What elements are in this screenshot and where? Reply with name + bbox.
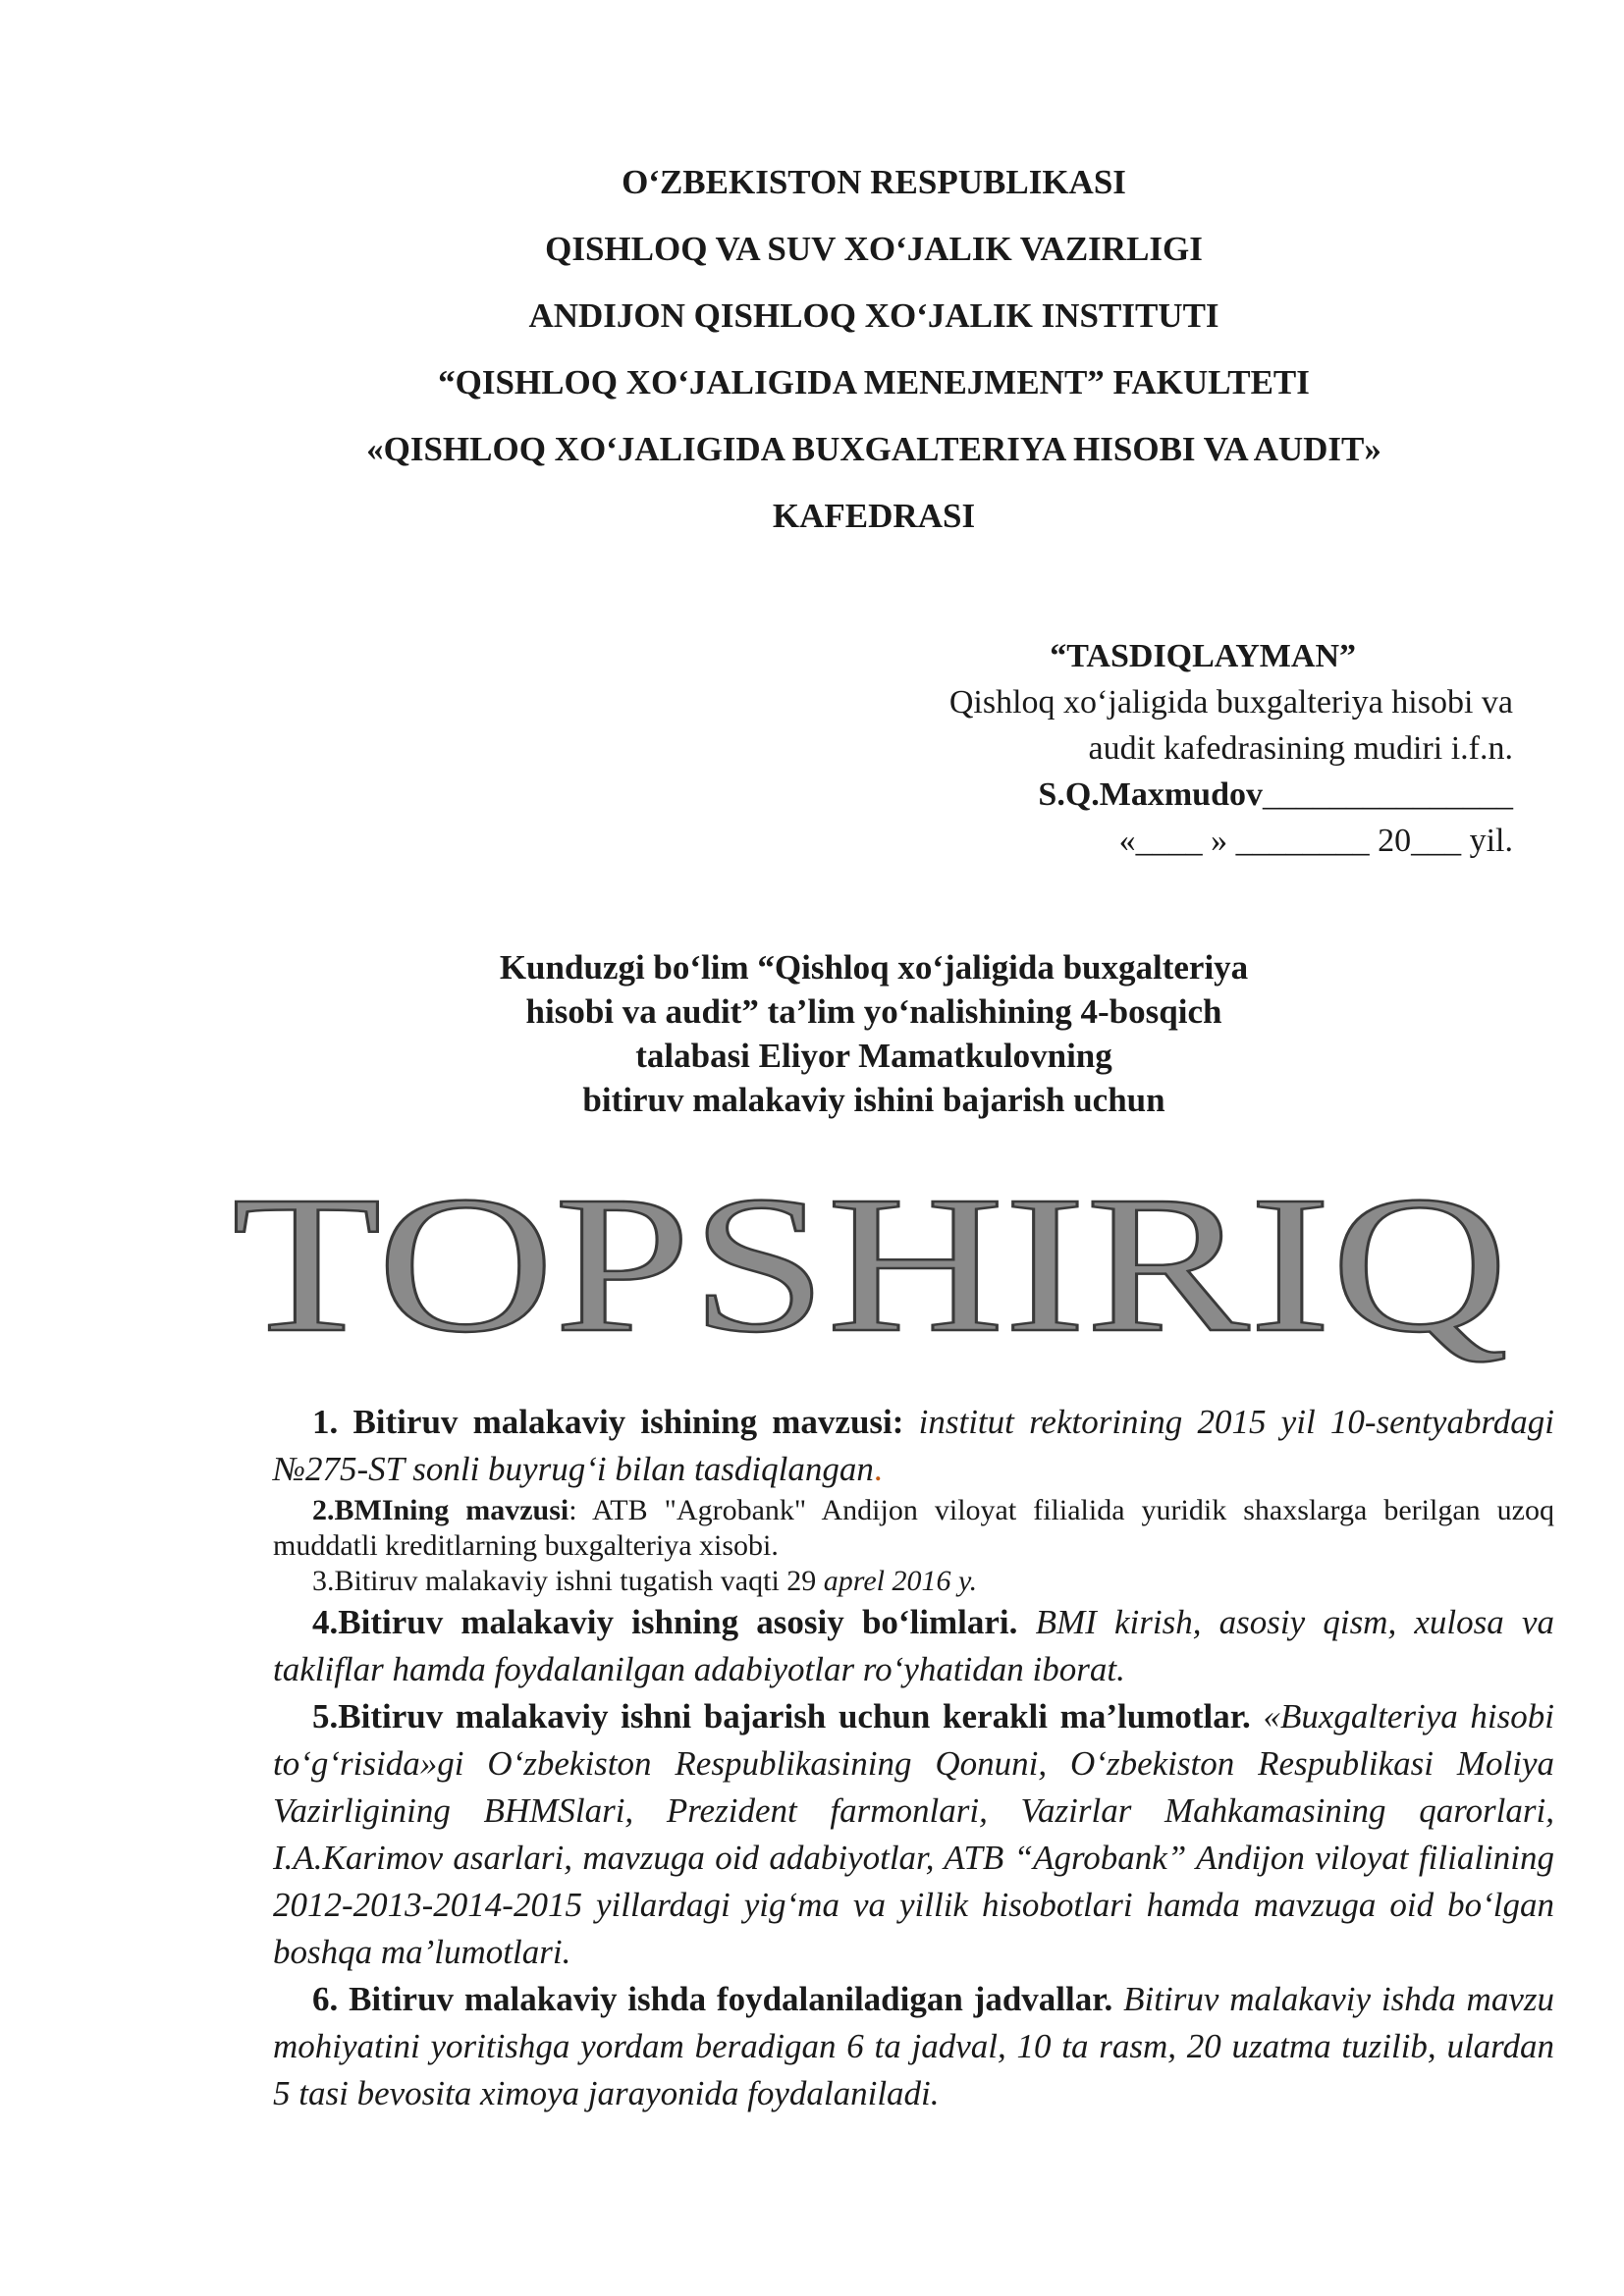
assignment-items bbox=[273, 1399, 1554, 2117]
item-6 bbox=[273, 1976, 1554, 2117]
approval-line: audit kafedrasining mudiri i.f.n. bbox=[1088, 730, 1513, 767]
item-3 bbox=[273, 1564, 1554, 1599]
item-5-text: «Buxgalteriya hisobi to‘g‘risida»gi O‘zbekiston Respublikasining Qonuni, O‘zbekiston Respublikasi Moliya Vazirligining BHMSlari, Prezident farmonlari, Vazirlar Mahkamasining qarorlari, I.A.Karimov asarlari, mavzuga oid adabiyotlar, ATB “Agrobank” Andijon viloyat filialining 2012-2013-2014-2015 yillardagi yig‘ma va yillik hisobotlari hamda mavzuga oid bo‘lgan boshqa ma’lumotlari. bbox=[273, 1697, 1554, 1971]
approval-date: «____ » ________ 20___ yil. bbox=[1118, 823, 1513, 859]
item-1 bbox=[273, 1399, 1554, 1493]
item-5 bbox=[273, 1693, 1554, 1976]
item-6-label: 6. Bitiruv malakaviy ishda foydalaniladigan jadvallar. bbox=[312, 1980, 1113, 2018]
topshiriq-title bbox=[232, 1183, 1508, 1364]
header-line: QISHLOQ VA SUV XO‘JALIK VAZIRLIGI bbox=[545, 230, 1203, 268]
item-2 bbox=[273, 1493, 1554, 1564]
approver-signature-line bbox=[949, 772, 1513, 818]
intro-line: talabasi Eliyor Mamatkulovning bbox=[635, 1037, 1112, 1075]
assignment-intro bbox=[0, 945, 1624, 1122]
item-1-label: 1. Bitiruv malakaviy ishining mavzusi: bbox=[312, 1403, 904, 1441]
header-line: KAFEDRASI bbox=[772, 497, 976, 535]
header-line: O‘ZBEKISTON RESPUBLIKASI bbox=[622, 163, 1126, 201]
approval-block bbox=[949, 633, 1513, 864]
item-4 bbox=[273, 1599, 1554, 1693]
item-6-text: Bitiruv malakaviy ishda mavzu mohiyatini yoritishga yordam beradigan 6 ta jadval, 10 ta rasm, 20 uzatma tuzilib, ulardan 5 tasi bevosita ximoya jarayonida foydalaniladi. bbox=[273, 1980, 1554, 2112]
header-line: “QISHLOQ XO‘JALIGIDA MENEJMENT” FAKULTETI bbox=[438, 363, 1310, 401]
header-line: ANDIJON QISHLOQ XO‘JALIK INSTITUTI bbox=[528, 296, 1219, 335]
topshiriq-title-text: TOPSHIRIQ bbox=[232, 1183, 1508, 1364]
item-3-text: 3.Bitiruv malakaviy ishni tugatish vaqti 29 bbox=[312, 1565, 824, 1597]
item-5-label: 5.Bitiruv malakaviy ishni bajarish uchun kerakli ma’lumotlar. bbox=[312, 1697, 1251, 1735]
approver-name: S.Q.Maxmudov bbox=[1038, 776, 1263, 813]
item-4-text: BMI kirish, asosiy qism, xulosa va takliflar hamda foydalanilgan adabiyotlar ro‘yhatidan iborat. bbox=[273, 1603, 1555, 1688]
header-line: «QISHLOQ XO‘JALIGIDA BUXGALTERIYA HISOBI VA AUDIT» bbox=[366, 430, 1381, 468]
signature-blank: _______________ bbox=[1263, 776, 1513, 813]
item-3-date: aprel 2016 y. bbox=[823, 1565, 978, 1597]
item-1-end: . bbox=[873, 1450, 883, 1488]
item-2-text: : ATB "Agrobank" Andijon viloyat filialida yuridik shaxslarga berilgan uzoq muddatli kreditlarning buxgalteriya xisobi. bbox=[273, 1494, 1554, 1562]
approval-title: “TASDIQLAYMAN” bbox=[1050, 638, 1356, 674]
institution-header bbox=[0, 149, 1624, 550]
approval-line: Qishloq xo‘jaligida buxgalteriya hisobi va bbox=[948, 684, 1513, 721]
item-1-text: institut rektorining 2015 yil 10-sentyabrdagi №275-ST sonli buyrug‘i bilan tasdiqlangan bbox=[273, 1403, 1554, 1488]
item-4-label: 4.Bitiruv malakaviy ishning asosiy bo‘limlari. bbox=[312, 1603, 1018, 1641]
item-2-label: 2.BMIning mavzusi bbox=[312, 1494, 569, 1526]
intro-line: bitiruv malakaviy ishini bajarish uchun bbox=[582, 1081, 1165, 1119]
intro-line: hisobi va audit” ta’lim yo‘nalishining 4-bosqich bbox=[525, 992, 1222, 1031]
intro-line: Kunduzgi bo‘lim “Qishloq xo‘jaligida buxgalteriya bbox=[499, 948, 1249, 987]
